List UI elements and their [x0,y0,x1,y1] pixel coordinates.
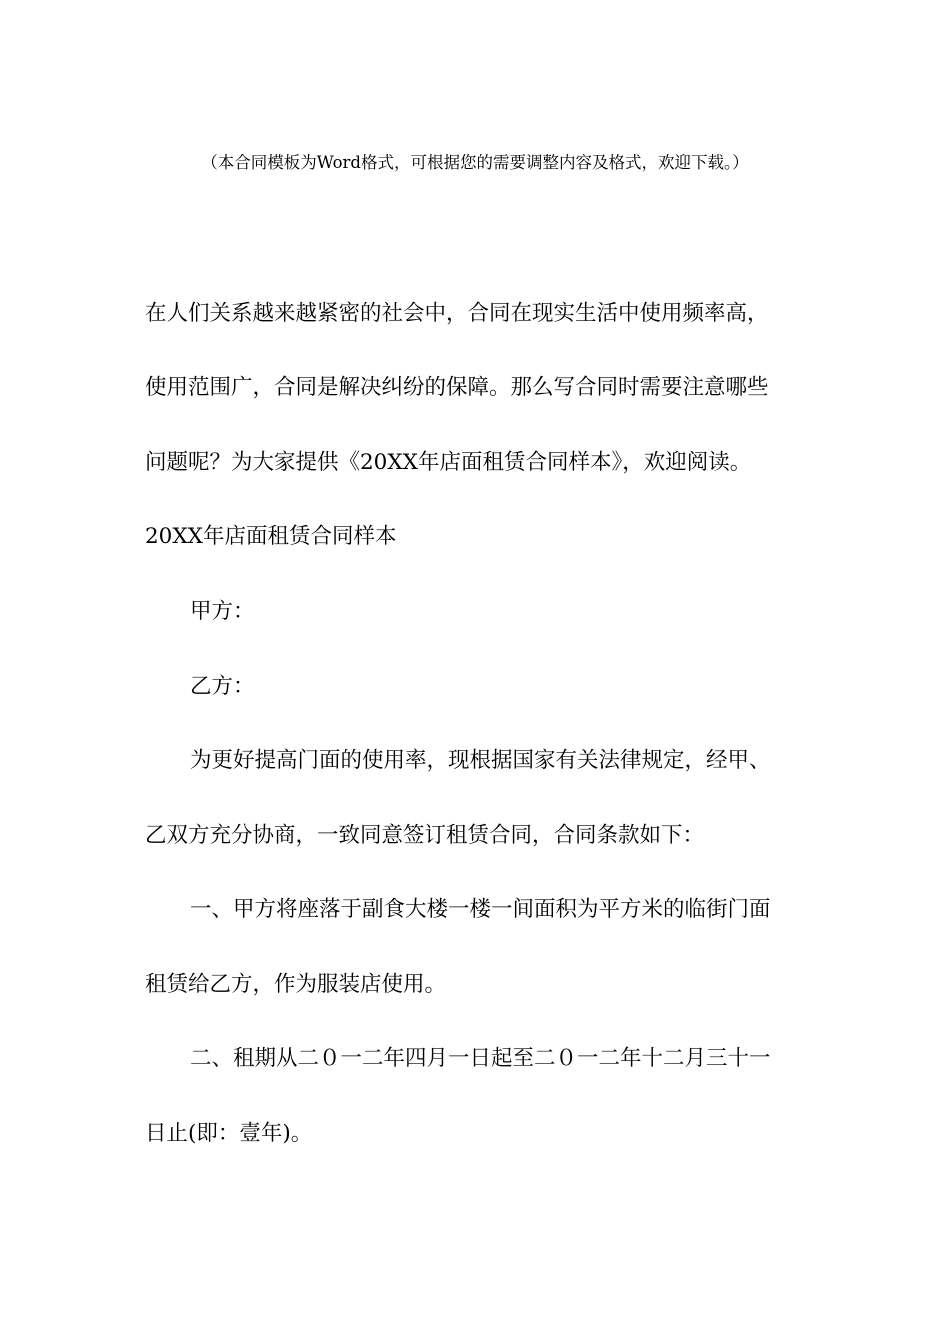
clause-2-line-1: 二、租期从二０一二年四月一日起至二０一二年十二月三十一 [190,1046,771,1071]
intro-line-2: 使用范围广，合同是解决纠纷的保障。那么写合同时需要注意哪些 [145,375,769,400]
clause-2-line-2: 日止(即：壹年)。 [145,1121,313,1146]
clause-1-line-1: 一、甲方将座落于副食大楼一楼一间面积为平方米的临街门面 [190,897,771,922]
clause-1-line-2: 租赁给乙方，作为服装店使用。 [145,972,447,997]
preamble-line-1: 为更好提高门面的使用率，现根据国家有关法律规定，经甲、 [190,748,771,773]
intro-line-3: 问题呢？为大家提供《20XX年店面租赁合同样本》，欢迎阅读。 [145,450,752,475]
party-b-label: 乙方： [190,674,255,699]
intro-line-1: 在人们关系越来越紧密的社会中，合同在现实生活中使用频率高， [145,301,769,326]
party-a-label: 甲方： [190,599,255,624]
contract-title: 20XX年店面租赁合同样本 [145,524,397,549]
preamble-line-2: 乙双方充分协商，一致同意签订租赁合同，合同条款如下： [145,823,705,848]
template-note: （本合同模板为Word格式，可根据您的需要调整内容及格式，欢迎下载。） [201,153,749,172]
